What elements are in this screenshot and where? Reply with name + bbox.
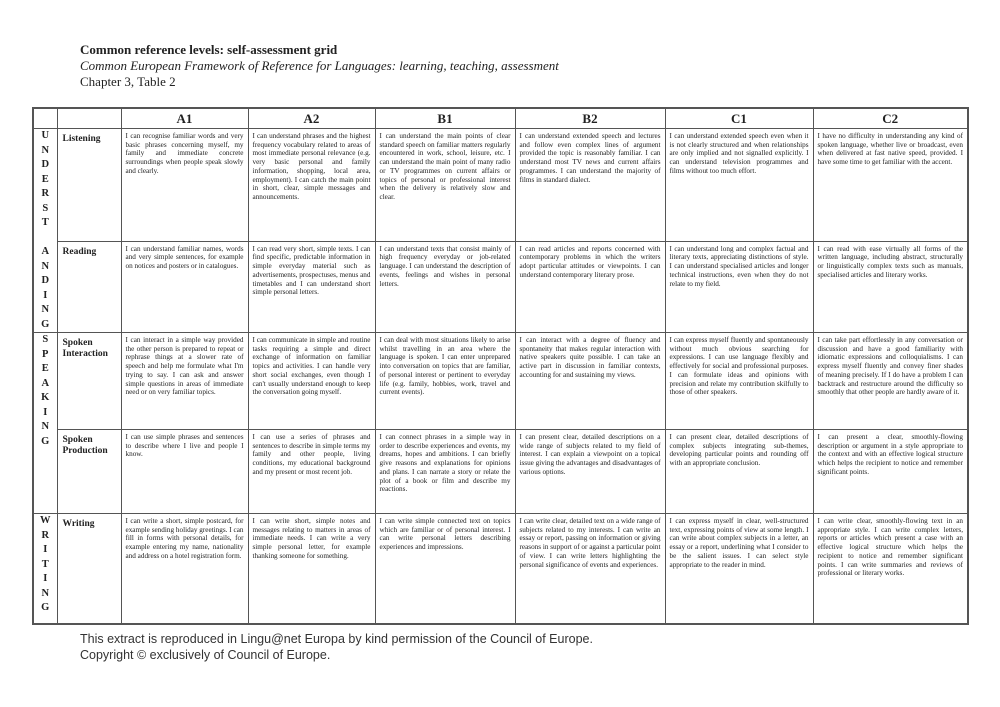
level-header-a1: A1 xyxy=(121,108,248,129)
skill-label-reading: Reading xyxy=(57,241,121,332)
descriptor-cell: I can read articles and reports concerned with contemporary problems in which the writers adopt particular attitudes or viewpoints. I can understand contemporary literary prose. xyxy=(515,241,665,332)
footer-copyright-text: Copyright © exclusively of Council of Europe. xyxy=(80,648,331,662)
group-label-speaking: S P E A K I N G xyxy=(33,333,57,514)
footer-permission-text: This extract is reproduced in Lingu@net Europa by kind permission of the Council of Europe. xyxy=(80,632,593,646)
descriptor-cell: I can understand phrases and the highest frequency vocabulary related to areas of most immediate personal relevance (e.g. very basic personal and family information, shopping, local area, employment). I can catch the main point in short, clear, simple messages and announcements. xyxy=(248,129,375,242)
descriptor-cell: I can write clear, detailed text on a wide range of subjects related to my interests. I can write an essay or report, passing on information or giving reasons in support of or against a particular point of view. I can write letters highlighting the personal significance of events and experiences. xyxy=(515,514,665,624)
level-header-a2: A2 xyxy=(248,108,375,129)
descriptor-cell: I can understand extended speech and lectures and follow even complex lines of argument provided the topic is reasonably familiar. I can understand most TV news and current affairs programmes. I can understand the majority of films in standard dialect. xyxy=(515,129,665,242)
self-assessment-grid xyxy=(32,107,969,625)
descriptor-cell: I can take part effortlessly in any conversation or discussion and have a good familiarity with idiomatic expressions and colloquialisms. I can express myself fluently and convey finer shades of meaning precisely. If I do have a problem I can backtrack and restructure around the difficulty so smoothly that other people are hardly aware of it. xyxy=(813,333,968,430)
descriptor-cell: I can use simple phrases and sentences to describe where I live and people I know. xyxy=(121,430,248,514)
descriptor-cell: I can present clear, detailed descriptions of complex subjects integrating sub-themes, developing particular points and rounding off with an appropriate conclusion. xyxy=(665,430,813,514)
document-chapter: Chapter 3, Table 2 xyxy=(80,74,176,89)
level-header-c1: C1 xyxy=(665,108,813,129)
descriptor-cell: I can connect phrases in a simple way in order to describe experiences and events, my dreams, hopes and ambitions. I can briefly give reasons and explanations for opinions and plans. I can narrate a story or relate the plot of a book or film and describe my reactions. xyxy=(375,430,515,514)
table-row xyxy=(33,129,968,242)
skill-label-spoken-interaction: Spoken Interaction xyxy=(57,333,121,430)
table-row xyxy=(33,514,968,624)
descriptor-cell: I can write clear, smoothly-flowing text in an appropriate style. I can write complex letters, reports or articles which present a case with an effective logical structure which helps the recipient to notice and remember significant points. I can write summaries and reviews of professional or literary works. xyxy=(813,514,968,624)
descriptor-cell: I can understand the main points of clear standard speech on familiar matters regularly encountered in work, school, leisure, etc. I can understand the main point of many radio or TV programmes on current affairs or topics of personal or professional interest when the delivery is relatively slow and clear. xyxy=(375,129,515,242)
descriptor-cell: I can deal with most situations likely to arise whilst travelling in an area where the language is spoken. I can enter unprepared into conversation on topics that are familiar, of personal interest or pertinent to everyday life (e.g. family, hobbies, work, travel and current events). xyxy=(375,333,515,430)
group-label-understanding: U N D E R S T A N D I N G xyxy=(33,129,57,333)
table-row xyxy=(33,430,968,514)
corner-cell xyxy=(57,108,121,129)
descriptor-cell: I can write short, simple notes and messages relating to matters in areas of immediate needs. I can write a very simple personal letter, for example thanking someone for something. xyxy=(248,514,375,624)
descriptor-cell: I can recognise familiar words and very basic phrases concerning myself, my family and immediate concrete surroundings when people speak slowly and clearly. xyxy=(121,129,248,242)
copyright-footer xyxy=(80,631,593,663)
table-row xyxy=(33,333,968,430)
group-label-writing: W R I T I N G xyxy=(33,514,57,624)
descriptor-cell: I can interact with a degree of fluency and spontaneity that makes regular interaction with native speakers quite possible. I can take an active part in discussion in familiar contexts, accounting for and sustaining my views. xyxy=(515,333,665,430)
descriptor-cell: I can read with ease virtually all forms of the written language, including abstract, structurally or linguistically complex texts such as manuals, specialised articles and literary works. xyxy=(813,241,968,332)
descriptor-cell: I can interact in a simple way provided the other person is prepared to repeat or rephrase things at a slower rate of speech and help me formulate what I'm trying to say. I can ask and answer simple questions in areas of immediate need or on very familiar topics. xyxy=(121,333,248,430)
descriptor-cell: I can understand familiar names, words and very simple sentences, for example on notices and posters or in catalogues. xyxy=(121,241,248,332)
descriptor-cell: I can understand extended speech even when it is not clearly structured and when relationships are only implied and not signalled explicitly. I can understand television programmes and films without too much effort. xyxy=(665,129,813,242)
skill-label-listening: Listening xyxy=(57,129,121,242)
descriptor-cell: I can express myself fluently and spontaneously without much obvious searching for expressions. I can use language flexibly and effectively for social and professional purposes. I can formulate ideas and opinions with precision and relate my contribution skilfully to those of other speakers. xyxy=(665,333,813,430)
level-header-b1: B1 xyxy=(375,108,515,129)
descriptor-cell: I can communicate in simple and routine tasks requiring a simple and direct exchange of information on familiar topics and activities. I can handle very short social exchanges, even though I can't usually understand enough to keep the conversation going myself. xyxy=(248,333,375,430)
level-header-b2: B2 xyxy=(515,108,665,129)
level-header-c2: C2 xyxy=(813,108,968,129)
corner-cell xyxy=(33,108,57,129)
descriptor-cell: I can present clear, detailed descriptions on a wide range of subjects related to my field of interest. I can explain a viewpoint on a topical issue giving the advantages and disadvantages of various options. xyxy=(515,430,665,514)
descriptor-cell: I can express myself in clear, well-structured text, expressing points of view at some length. I can write about complex subjects in a letter, an essay or a report, underlining what I consider to be the salient issues. I can select style appropriate to the reader in mind. xyxy=(665,514,813,624)
descriptor-cell: I can understand long and complex factual and literary texts, appreciating distinctions of style. I can understand specialised articles and longer technical instructions, even when they do not relate to my field. xyxy=(665,241,813,332)
descriptor-cell: I have no difficulty in understanding any kind of spoken language, whether live or broadcast, even when delivered at fast native speed, provided. I have some time to get familiar with the accent. xyxy=(813,129,968,242)
descriptor-cell: I can write a short, simple postcard, for example sending holiday greetings. I can fill in forms with personal details, for example entering my name, nationality and address on a hotel registration form. xyxy=(121,514,248,624)
table-row xyxy=(33,241,968,332)
descriptor-cell: I can present a clear, smoothly-flowing description or argument in a style appropriate to the context and with an effective logical structure which helps the recipient to notice and remember significant points. xyxy=(813,430,968,514)
skill-label-writing: Writing xyxy=(57,514,121,624)
descriptor-cell: I can use a series of phrases and sentences to describe in simple terms my family and other people, living conditions, my educational background and my present or most recent job. xyxy=(248,430,375,514)
document-subtitle: Common European Framework of Reference for Languages: learning, teaching, assessment xyxy=(80,58,559,73)
descriptor-cell: I can read very short, simple texts. I can find specific, predictable information in simple everyday material such as advertisements, prospectuses, menus and timetables and I can understand short simple personal letters. xyxy=(248,241,375,332)
descriptor-cell: I can understand texts that consist mainly of high frequency everyday or job-related language. I can understand the description of events, feelings and wishes in personal letters. xyxy=(375,241,515,332)
level-header-row xyxy=(33,108,968,129)
skill-label-spoken-production: Spoken Production xyxy=(57,430,121,514)
document-title: Common reference levels: self-assessment grid xyxy=(80,42,338,57)
document-header xyxy=(80,42,960,90)
descriptor-cell: I can write simple connected text on topics which are familiar or of personal interest. I can write personal letters describing experiences and impressions. xyxy=(375,514,515,624)
